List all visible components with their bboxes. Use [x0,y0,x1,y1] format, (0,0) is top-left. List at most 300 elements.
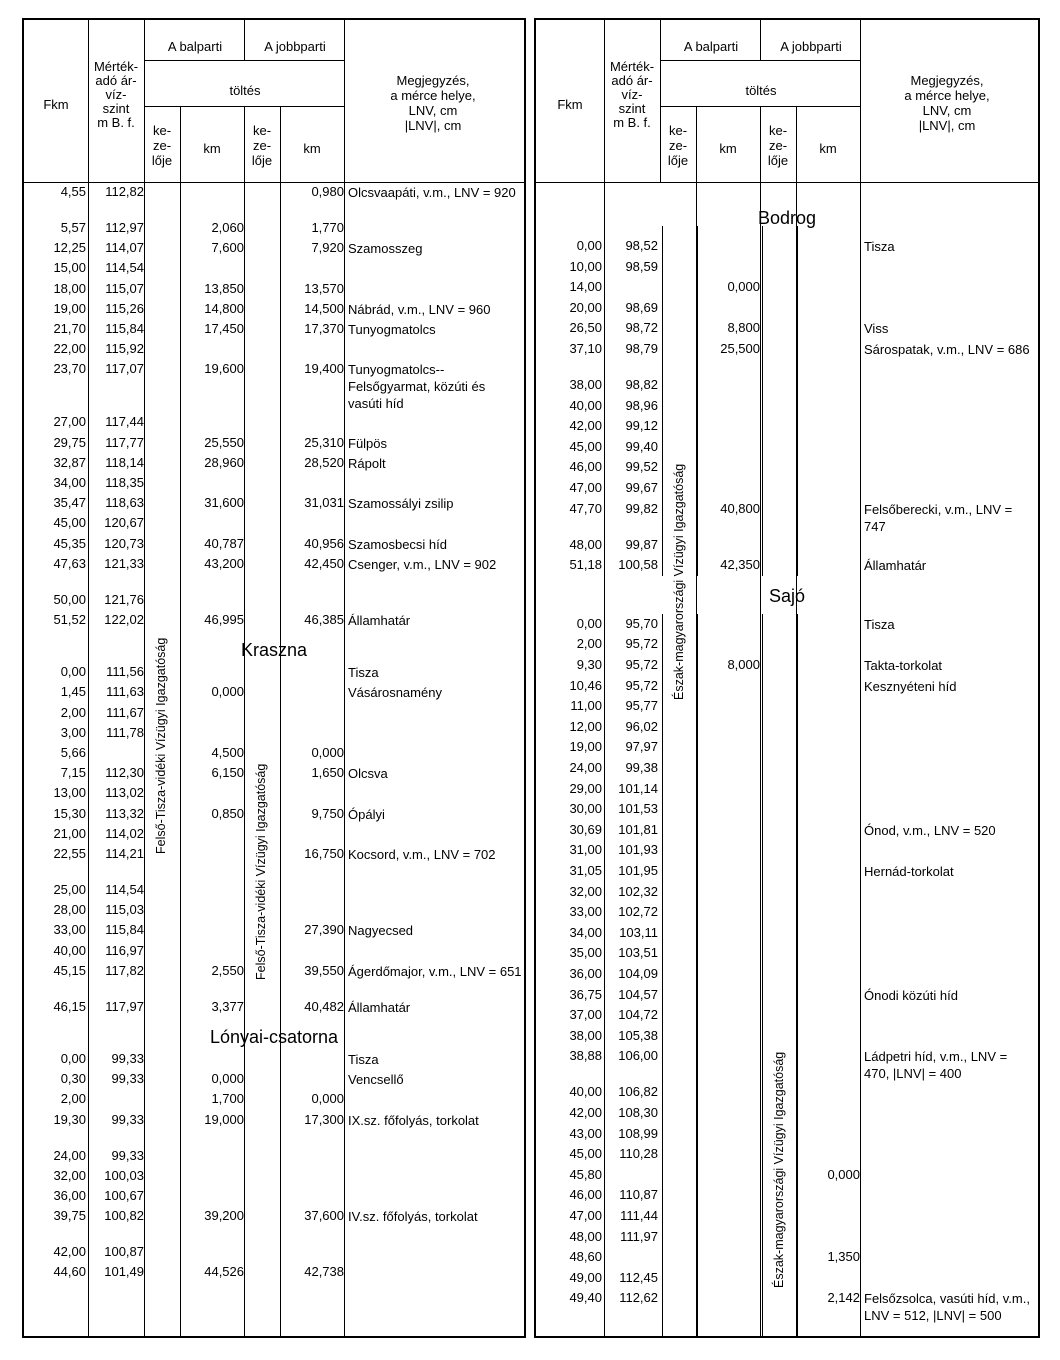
note-cell: Államhatár [348,999,411,1015]
left-km-cell: 42,350 [720,557,760,573]
level-cell: 117,77 [105,434,144,450]
fkm-cell: 50,00 [53,591,86,607]
fkm-cell: 35,00 [569,945,602,961]
fkm-cell: 48,60 [569,1249,602,1265]
fkm-cell: 3,00 [60,724,86,740]
level-cell: 113,02 [105,785,144,801]
manager-header-left: ze- [152,138,172,153]
table-row [536,739,1038,759]
table-row [536,616,1038,636]
level-cell: 99,38 [625,760,658,775]
table-row [24,435,524,455]
level-cell: 114,02 [105,825,144,841]
level-cell: 121,33 [104,555,144,571]
right-km-cell: 37,600 [304,1208,344,1224]
level-cell: 111,56 [106,664,144,680]
level-cell: 102,72 [618,904,658,920]
table-row [24,556,524,576]
level-cell: 118,63 [105,495,144,511]
level-cell: 117,82 [105,962,144,978]
fkm-cell: 32,00 [53,1167,86,1183]
level-cell: 111,97 [620,1228,658,1244]
fkm-cell: 43,00 [569,1125,602,1141]
fkm-cell: 34,00 [569,924,602,940]
level-cell: 99,33 [111,1071,144,1087]
right-km-cell: 0,000 [311,745,344,760]
table-row [24,184,524,204]
table-row [536,1105,1038,1125]
table-row [536,987,1038,1007]
level-cell: 99,12 [625,418,658,434]
table-row [536,320,1038,340]
left-km-cell: 19,000 [204,1111,244,1127]
fkm-header: Fkm [43,97,69,112]
level-cell: 101,93 [618,842,658,858]
fkm-cell: 49,00 [569,1269,602,1285]
fkm-cell: 24,00 [53,1147,86,1163]
level-cell: 114,21 [105,846,144,861]
note-cell: Szamosbecsi híd [348,536,447,552]
left-km-cell: 43,200 [204,555,244,571]
note-cell: Ónodi közúti híd [864,987,958,1003]
fkm-cell: 30,69 [569,821,602,837]
fkm-cell: 19,00 [569,739,602,755]
right-km-cell: 31,031 [304,495,344,511]
note-cell: Sárospatak, v.m., LNV = 686 [864,342,1030,357]
fkm-cell: 32,00 [569,883,602,899]
fkm-cell: 1,45 [60,684,86,700]
right-km-cell: 1,350 [827,1249,860,1265]
fkm-cell: 45,15 [53,962,86,978]
table-row [536,1126,1038,1146]
fkm-cell: 21,00 [53,825,86,841]
right-km-cell: 13,570 [304,280,344,296]
fkm-cell: 32,87 [53,454,86,470]
note-cell: Ágerdőmajor, v.m., LNV = 651 [348,963,522,979]
section-title: Sajó [768,585,806,606]
left-km-cell: 13,850 [204,280,244,296]
table-row [536,238,1038,258]
table-row [536,1208,1038,1228]
fkm-cell: 47,63 [53,555,86,571]
fkm-cell: 4,55 [60,184,86,199]
right-km-cell: 28,520 [304,454,344,470]
table-row [536,636,1038,656]
note-cell: Vencsellő [348,1072,404,1088]
fkm-cell: 26,50 [569,320,602,336]
level-cell: 110,28 [619,1146,658,1162]
right-km-cell: 42,450 [304,555,344,571]
manager-header-left: ke- [668,123,688,138]
fkm-cell: 40,00 [569,397,602,413]
note-cell: Takta-torkolat [864,658,943,673]
table-row [536,439,1038,459]
right-km-cell: 1,770 [311,220,344,235]
fkm-cell: 47,00 [569,480,602,495]
manager-header-right: lője [251,153,273,168]
note-cell: Fülpös [348,435,388,451]
level-cell: 117,07 [105,361,144,377]
fkm-cell: 33,00 [53,922,86,938]
left-km-cell: 46,995 [204,612,244,627]
note-cell: Tisza [348,665,379,681]
note-cell: IV.sz. főfolyás, torkolat [348,1209,478,1225]
table-row [536,500,1038,534]
fkm-cell: 24,00 [569,760,602,775]
left-km-cell: 2,060 [211,220,244,235]
fkm-cell: 5,66 [60,745,86,760]
left-km-cell: 14,800 [204,300,244,316]
fkm-cell: 31,00 [569,842,602,858]
right-km-cell: 1,650 [311,765,344,781]
left-km-cell: 17,450 [204,321,244,336]
note-cell: Felsőzsolca, vasúti híd, v.m., LNV = 512, |LNV| = 500 [864,1291,1030,1324]
table-row [536,537,1038,557]
table-row [24,785,524,805]
level-cell: 100,82 [104,1208,144,1224]
right-km-cell: 2,142 [827,1290,860,1306]
right-km-cell: 40,956 [304,535,344,551]
level-cell: 115,92 [105,341,144,357]
left-km-cell: 39,200 [204,1208,244,1224]
note-cell: Olcsva [348,766,388,782]
level-header-line: adó ár- [611,73,653,88]
level-cell: 98,79 [625,341,658,356]
right-km-cell: 9,750 [311,805,344,821]
table-row [24,455,524,475]
level-header-line: m B. f. [613,115,651,130]
fkm-cell: 40,00 [569,1084,602,1100]
fkm-cell: 48,00 [569,1228,602,1244]
level-cell: 116,97 [105,942,144,958]
note-header-line: a mérce helye, [904,88,990,103]
note-cell: Államhatár [348,613,411,628]
left-km-cell: 44,526 [204,1264,244,1280]
manager-header-left: ke- [152,123,172,138]
note-header-line: LNV, cm [922,103,972,118]
left-km-cell: 4,500 [211,745,244,760]
table-row [24,1112,524,1132]
table-row [24,922,524,942]
table-row [536,657,1038,677]
level-header-line: víz- [621,87,643,102]
fkm-cell: 7,15 [60,765,86,781]
note-cell: Ládpetri híd, v.m., LNV = 470, |LNV| = 400 [864,1049,1008,1082]
fkm-cell: 22,00 [53,341,86,357]
fkm-cell: 10,46 [569,677,602,693]
fkm-cell: 15,00 [53,260,86,276]
left-bank-header: A balparti [683,39,739,54]
level-cell: 118,35 [105,475,144,490]
fkm-cell: 33,00 [569,904,602,920]
note-cell: Tisza [864,616,895,632]
level-cell: 101,14 [618,780,658,796]
fkm-cell: 36,00 [53,1188,86,1203]
fkm-cell: 42,00 [53,1244,86,1260]
table-row [536,863,1038,883]
agency-label-left-bank: Felső-Tisza-vidéki Vízügyi Igazgatóság [154,637,168,854]
level-cell: 101,53 [618,801,658,817]
fkm-cell: 49,40 [569,1290,602,1306]
level-cell: 115,26 [105,300,144,316]
level-cell: 99,33 [111,1111,144,1127]
level-cell: 95,72 [625,657,658,672]
fkm-cell: 0,00 [60,664,86,680]
level-cell: 101,49 [104,1264,144,1280]
level-cell: 108,99 [618,1125,658,1141]
level-cell: 121,76 [104,591,144,607]
left-km-cell: 2,550 [211,962,244,978]
table-row [536,1048,1038,1082]
manager-header-right: ze- [768,138,788,153]
level-cell: 99,33 [111,1147,144,1163]
level-cell: 97,97 [625,739,658,755]
level-cell: 98,69 [625,299,658,315]
level-cell: 120,73 [104,535,144,551]
fkm-cell: 45,35 [53,535,86,551]
table-row [536,801,1038,821]
table-row [536,1249,1038,1269]
table-row [536,945,1038,965]
level-header-line: szint [618,101,646,116]
right-table-panel [534,18,1040,1338]
table-row [536,300,1038,320]
level-cell: 98,52 [625,238,658,253]
level-cell: 112,30 [105,765,144,781]
right-km-cell: 0,000 [311,1091,344,1107]
level-cell: 95,72 [625,677,658,693]
level-cell: 105,38 [618,1027,658,1043]
level-cell: 104,72 [618,1007,658,1023]
agency-label-right-bank: Észak-magyarországi Vízügyi Igazgatóság [772,1051,786,1288]
header-divider [660,106,860,107]
note-cell: Olcsvaapáti, v.m., LNV = 920 [348,185,516,200]
right-km-cell: 39,550 [304,962,344,978]
right-km-cell: 14,500 [304,300,344,316]
left-km-cell: 0,850 [211,805,244,821]
table-row [24,943,524,963]
table-row [536,842,1038,862]
table-row [536,760,1038,780]
table-row [24,765,524,785]
level-header-line: víz- [105,87,127,102]
level-cell: 99,82 [625,500,658,516]
fkm-cell: 2,00 [60,1091,86,1107]
fkm-cell: 27,00 [53,414,86,430]
note-cell: Nábrád, v.m., LNV = 960 [348,301,491,317]
note-header-line: Megjegyzés, [910,73,984,88]
right-km-cell: 7,920 [311,240,344,256]
left-km-cell: 7,600 [211,240,244,256]
table-header [536,20,1038,183]
table-row [536,1167,1038,1187]
level-cell: 118,14 [105,454,144,470]
table-row [24,220,524,240]
table-row [24,1071,524,1091]
note-header-line: a mérce helye, [390,88,476,103]
table-row [536,966,1038,986]
level-cell: 110,87 [619,1187,658,1203]
right-km-cell: 16,750 [304,846,344,861]
table-row [536,781,1038,801]
table-row [24,301,524,321]
level-cell: 98,82 [625,377,658,392]
note-cell: Kesznyéteni híd [864,678,957,694]
level-cell: 104,57 [618,986,658,1002]
level-cell: 103,51 [618,945,658,961]
km-header-left: km [203,141,221,156]
table-header [24,20,524,183]
level-header-line: adó ár- [95,73,137,88]
level-cell: 104,09 [618,966,658,981]
level-cell: 103,11 [619,924,658,940]
table-row [536,398,1038,418]
table-row [536,698,1038,718]
table-row [24,745,524,765]
level-cell: 106,00 [618,1048,658,1064]
level-cell: 112,45 [619,1269,658,1285]
table-row [536,822,1038,842]
level-cell: 111,63 [106,684,144,700]
fkm-cell: 5,57 [60,220,86,235]
level-cell: 113,32 [105,805,144,821]
level-header-line: Mérték- [93,59,139,74]
km-header-right: km [303,141,321,156]
note-cell: Kocsord, v.m., LNV = 702 [348,847,496,862]
fkm-cell: 38,88 [569,1048,602,1064]
fkm-cell: 21,70 [53,321,86,336]
table-row [24,846,524,866]
level-cell: 100,58 [618,557,658,573]
right-bank-header: A jobbparti [264,39,326,54]
manager-header-left: lője [667,153,689,168]
table-row [24,475,524,495]
level-cell: 114,54 [105,882,144,897]
left-km-cell: 1,700 [211,1091,244,1107]
table-row [24,612,524,632]
level-cell: 114,07 [105,240,144,256]
fkm-cell: 30,00 [569,801,602,817]
fkm-cell: 11,00 [570,698,602,714]
levee-header: töltés [745,83,777,98]
fkm-cell: 2,00 [60,704,86,720]
table-row [24,999,524,1019]
left-table-panel [22,18,526,1338]
table-row [536,459,1038,479]
left-km-cell: 25,500 [720,341,760,356]
fkm-cell: 31,05 [569,863,602,878]
note-header-line: |LNV|, cm [404,118,462,133]
level-cell: 100,87 [104,1244,144,1260]
left-km-cell: 40,800 [720,500,760,516]
table-row [24,240,524,260]
table-row [24,1208,524,1228]
left-km-cell: 3,377 [211,998,244,1014]
level-header-line: szint [102,101,130,116]
level-cell: 96,02 [625,718,658,734]
table-row [24,1244,524,1264]
note-cell: Nagyecsed [348,923,414,939]
note-cell: Ópályi [348,806,385,822]
fkm-cell: 12,25 [53,240,86,256]
right-km-cell: 25,310 [304,434,344,450]
table-row [536,418,1038,438]
right-km-cell: 17,300 [304,1111,344,1127]
level-cell: 112,62 [619,1290,658,1306]
note-cell: Felsőberecki, v.m., LNV = 747 [864,501,1013,534]
level-cell: 111,44 [620,1208,658,1223]
table-row [24,260,524,280]
level-cell: 112,97 [105,220,144,235]
level-cell: 99,52 [625,459,658,475]
fkm-cell: 35,47 [53,495,86,511]
note-cell: IX.sz. főfolyás, torkolat [348,1112,479,1128]
fkm-cell: 36,00 [569,966,602,981]
fkm-cell: 19,30 [53,1111,86,1127]
level-cell: 111,78 [106,724,144,740]
header-divider [144,106,344,107]
fkm-cell: 13,00 [53,785,86,801]
manager-header-left: ze- [668,138,688,153]
table-row [24,1188,524,1208]
fkm-cell: 45,80 [569,1166,602,1182]
left-km-cell: 28,960 [204,454,244,470]
manager-header-right: ke- [252,123,272,138]
level-cell: 100,67 [104,1188,144,1203]
level-cell: 100,03 [104,1167,144,1183]
note-header-line: LNV, cm [408,103,458,118]
fkm-cell: 44,60 [53,1264,86,1280]
fkm-cell: 29,00 [569,780,602,796]
fkm-cell: 25,00 [53,882,86,897]
right-km-cell: 19,400 [304,361,344,377]
level-cell: 98,72 [625,320,658,336]
fkm-cell: 0,30 [60,1071,86,1087]
fkm-cell: 45,00 [569,1146,602,1162]
level-cell: 95,72 [625,636,658,652]
agency-label-left-bank: Észak-magyarországi Vízügyi Igazgatóság [672,463,686,700]
section-title: Bodrog [757,208,817,228]
table-row [24,705,524,725]
fkm-cell: 10,00 [569,258,602,274]
fkm-cell: 9,30 [576,657,602,672]
fkm-cell: 46,15 [53,998,86,1014]
table-row [24,592,524,612]
km-header-right: km [819,141,837,156]
fkm-cell: 22,55 [53,846,86,861]
table-row [24,1148,524,1168]
fkm-cell: 42,00 [569,1105,602,1120]
table-row [24,826,524,846]
fkm-cell: 0,00 [576,615,602,631]
left-km-cell: 31,600 [204,495,244,511]
fkm-cell: 18,00 [53,280,86,296]
right-km-cell: 0,000 [827,1166,860,1182]
left-km-cell: 6,150 [211,765,244,781]
fkm-cell: 51,18 [569,557,602,573]
fkm-header: Fkm [557,97,583,112]
fkm-cell: 20,00 [569,299,602,315]
agency-label-right-bank: Felső-Tisza-vidéki Vízügyi Igazgatóság [254,763,268,980]
table-row [24,515,524,535]
right-km-cell: 27,390 [304,922,344,938]
level-header-line: m B. f. [97,115,135,130]
table-row [24,414,524,434]
table-row [536,678,1038,698]
note-cell: Tisza [864,239,895,254]
fkm-cell: 37,00 [569,1007,602,1023]
level-cell: 117,97 [105,998,144,1014]
